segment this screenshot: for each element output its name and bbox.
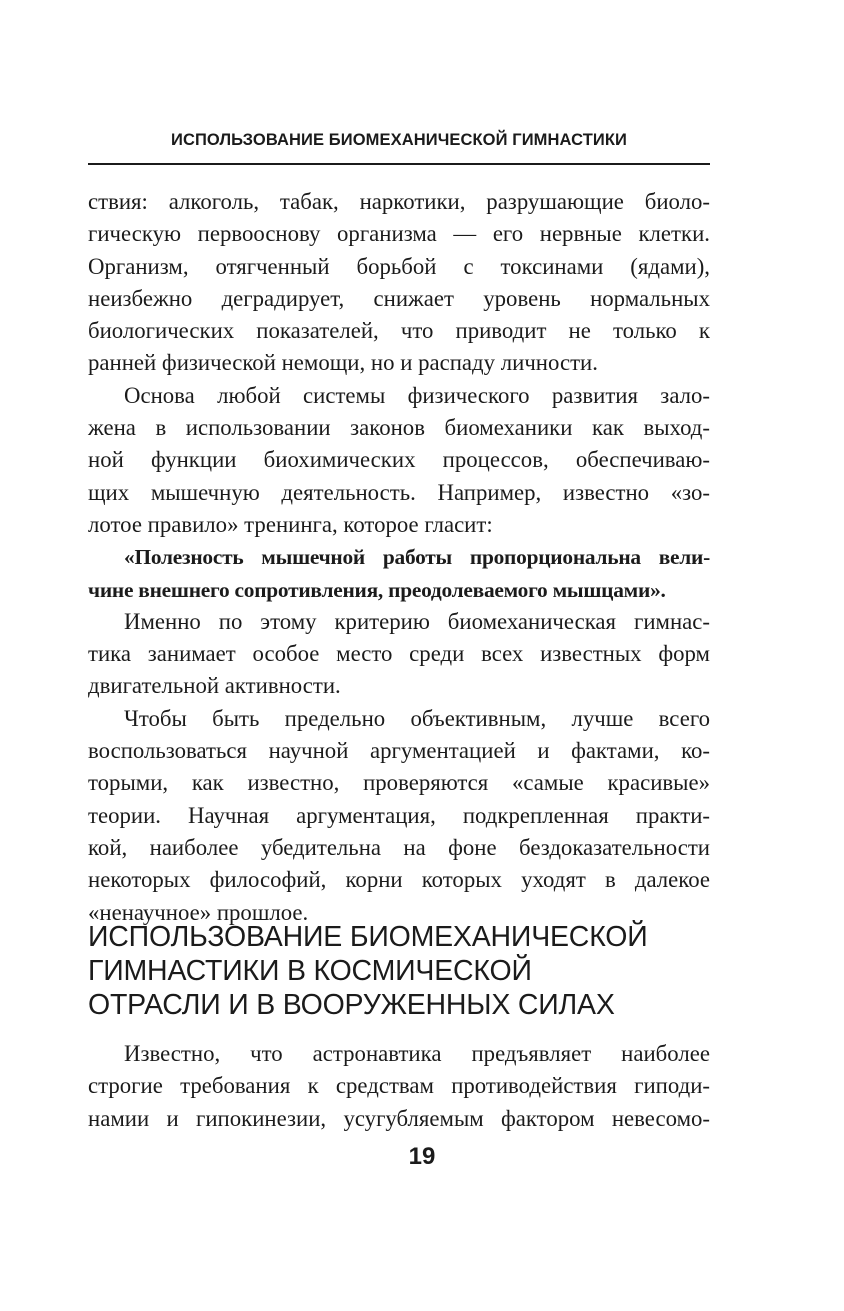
paragraph-continuation xyxy=(88,186,710,380)
text-line: щих мышечную деятельность. Например, известно «зо- xyxy=(88,479,710,505)
text-line: торыми, как известно, проверяются «самые красивые» xyxy=(88,770,710,796)
text-line: воспользоваться научной аргументацией и фактами, ко- xyxy=(88,738,710,764)
text-line: гическую первооснову организма — его нервные клетки. xyxy=(88,221,710,247)
text-line: ствия: алкоголь, табак, наркотики, разрушающие биоло- xyxy=(88,189,710,214)
paragraph-objectivity xyxy=(88,703,710,929)
running-head: ИСПОЛЬЗОВАНИЕ БИОМЕХАНИЧЕСКОЙ ГИМНАСТИКИ xyxy=(170,131,628,149)
section-body-text xyxy=(88,1038,710,1135)
section-heading-line: ИСПОЛЬЗОВАНИЕ БИОМЕХАНИЧЕСКОЙ xyxy=(88,921,648,953)
text-line: «ненаучное» прошлое. xyxy=(88,899,309,925)
text-line: лотое правило» тренинга, которое гласит: xyxy=(88,511,493,537)
text-line: кой, наиболее убедительна на фоне бездоказательности xyxy=(88,834,710,860)
paragraph-astronautics xyxy=(88,1038,710,1135)
text-line: Основа любой системы физического развития зало- xyxy=(124,382,710,408)
page-number: 19 xyxy=(408,1143,436,1170)
text-line: двигательной активности. xyxy=(88,673,341,699)
text-line: «Полезность мышечной работы пропорциональна вели- xyxy=(124,545,710,570)
text-line: ной функции биохимических процессов, обеспечиваю- xyxy=(88,447,710,473)
text-line: теории. Научная аргументация, подкрепленная практи- xyxy=(88,802,710,828)
text-line: неизбежно деградирует, снижает уровень нормальных xyxy=(88,285,710,311)
text-line: Известно, что астронавтика предъявляет наиболее xyxy=(124,1041,710,1066)
text-line: Именно по этому критерию биомеханическая гимнас- xyxy=(124,608,710,634)
section-heading-line: ОТРАСЛИ И В ВООРУЖЕННЫХ СИЛАХ xyxy=(88,989,615,1021)
text-line: биологических показателей, что приводит не только к xyxy=(88,318,710,344)
body-text xyxy=(88,186,710,929)
paragraph-criterion xyxy=(88,606,710,703)
section-heading xyxy=(88,920,728,1022)
paragraph-biomechanics xyxy=(88,380,710,541)
text-line: некоторых философий, корни которых уходят в далекое xyxy=(88,867,710,893)
text-line: строгие требования к средствам противодействия гиподи- xyxy=(88,1073,710,1099)
golden-rule-quote xyxy=(88,541,710,606)
text-line: Организм, отягченный борьбой с токсинами (ядами), xyxy=(88,253,710,279)
text-line: намии и гипокинезии, усугубляемым фактором невесомо- xyxy=(88,1105,710,1131)
text-line: тика занимает особое место среди всех известных форм xyxy=(88,641,710,667)
text-line: Чтобы быть предельно объективным, лучше всего xyxy=(124,705,710,731)
header-rule xyxy=(88,163,710,165)
text-line: ранней физической немощи, но и распаду личности. xyxy=(88,350,598,376)
section-heading-line: ГИМНАСТИКИ В КОСМИЧЕСКОЙ xyxy=(88,955,532,987)
text-line: чине внешнего сопротивления, преодолеваемого мышцами». xyxy=(88,577,666,602)
text-line: жена в использовании законов биомеханики как выход- xyxy=(88,415,710,441)
